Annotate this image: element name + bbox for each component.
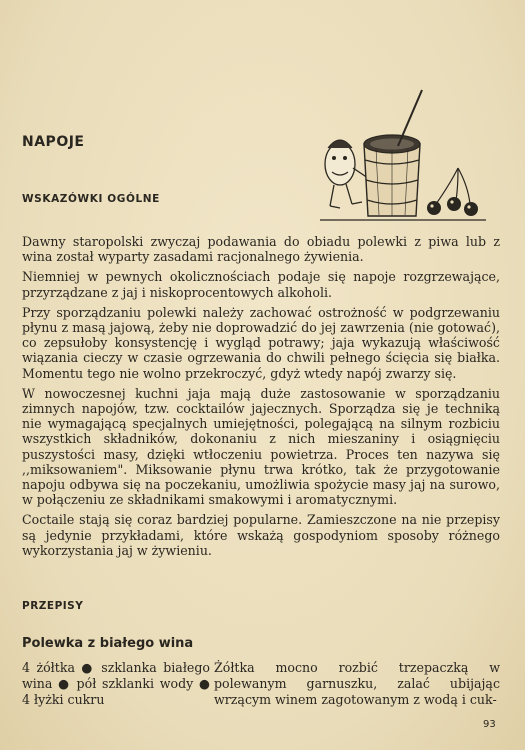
page-number: 93 — [483, 719, 496, 730]
paragraph: Niemniej w pewnych okolicznościach podaje się napoje rozgrzewające, przyrządzane z jaj i niskoprocentowych alkoholi. — [22, 269, 500, 300]
egg-barrel-cherries-illustration — [318, 88, 490, 228]
recipe-method: Żółtka mocno rozbić trzepaczką w polewanym garnuszku, zalać ubijając wrzącym winem zagotowanym z wodą i cuk- — [214, 660, 500, 707]
paragraph: W nowoczesnej kuchni jaja mają duże zastosowanie w sporządzaniu zimnych napojów, tzw. cocktailów jajecznych. Sporządza się je techniką nie wymagającą specjalnych umiejętności, polegającą na silnym rozbiciu wszystkich składników, dokonaniu z nich mieszaniny i osiągnięciu puszystości masy, dzięki wtłoczeniu powietrza. Proces ten nazywa się ,,miksowaniem". Miksowanie płynu trwa krótko, tak że przygotowanie napoju odbywa się na poczekaniu, umożliwia spożycie masy jaj na surowo, w połączeniu ze składnikami smakowymi i aromatycznymi. — [22, 385, 500, 508]
cherries-icon — [427, 168, 478, 216]
paragraph: Dawny staropolski zwyczaj podawania do obiadu polewki z piwa lub z wina został wyparty zasadami racjonalnego żywienia. — [22, 234, 500, 265]
recipes-heading: PRZEPISY — [22, 600, 84, 612]
paragraph: Przy sporządzaniu polewki należy zachować ostrożność w podgrzewaniu płynu z masą jajową, żeby nie doprowadzić do jej zawrzenia (nie gotować), co zepsułoby konsystencję i wygląd potrawy; jaja wykazują właściwość wiązania cieczy w czasie ogrzewania do chwili pełnego ścięcia się białka. Momentu tego nie wolno przekroczyć, gdyż wtedy napój zwarzy się. — [22, 304, 500, 381]
body-text — [22, 234, 500, 563]
recipe-title: Polewka z białego wina — [22, 636, 194, 651]
paragraph: Coctaile stają się coraz bardziej popularne. Zamieszczone na nie przepisy są jedynie przykładami, które wskażą gospodyniom sposoby różnego wykorzystania jaj w żywieniu. — [22, 512, 500, 558]
subsection-title: WSKAZÓWKI OGÓLNE — [22, 193, 160, 205]
barrel-mug-icon — [364, 90, 422, 216]
egg-character-icon — [325, 140, 368, 208]
section-title: NAPOJE — [22, 134, 85, 150]
recipe-ingredients: 4 żółtka ● szklanka białego wina ● pół szklanki wody ● 4 łyżki cukru — [22, 660, 210, 707]
